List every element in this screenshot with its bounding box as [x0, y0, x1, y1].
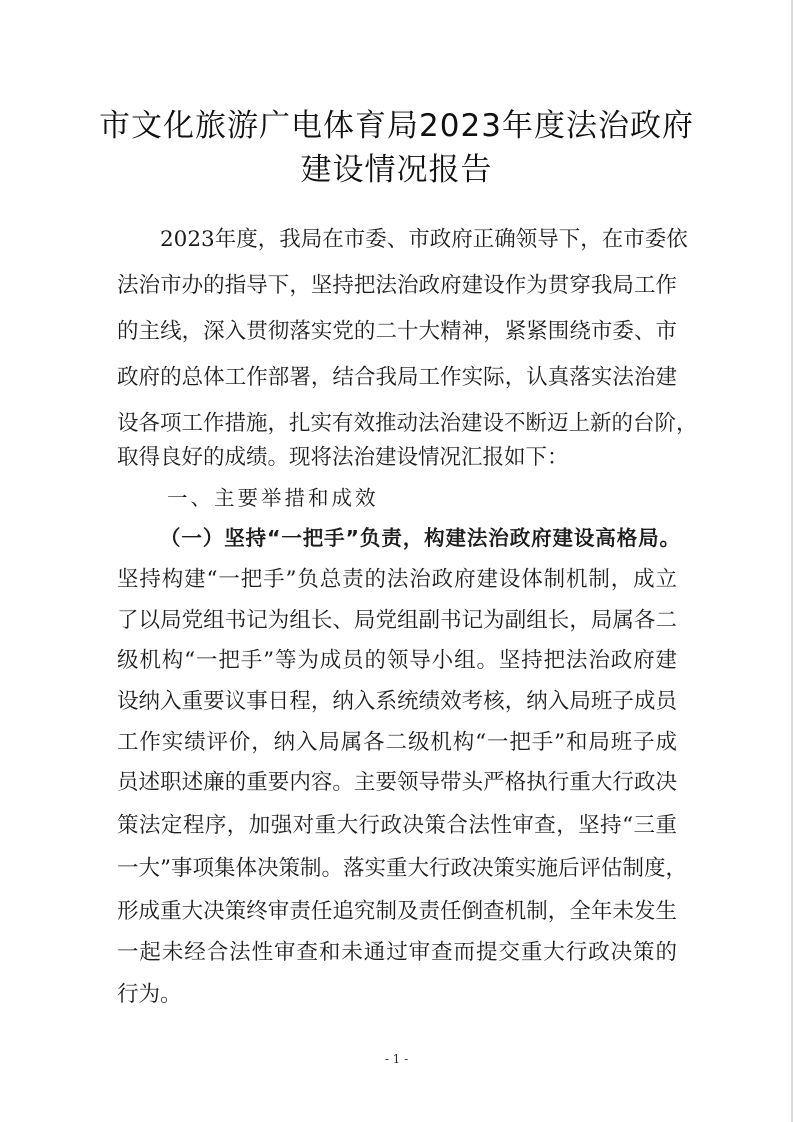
subsection1-heading: （一）坚持“一把手”负责，构建法治政府建设高格局。: [160, 526, 680, 550]
document-title-line1: 市文化旅游广电体育局2023年度法治政府: [99, 108, 694, 144]
paragraph2-line2: 坚持构建“一把手”负总责的法治政府建设体制机制，成立: [117, 567, 677, 592]
paragraph1-line2: 法治市办的指导下，坚持把法治政府建设作为贯穿我局工作: [117, 273, 677, 298]
paragraph2-line6: 工作实绩评价，纳入局属各二级机构“一把手”和局班子成: [117, 730, 677, 755]
page-number: - 1 -: [384, 1052, 409, 1066]
paragraph2-line5: 设纳入重要议事日程，纳入系统绩效考核，纳入局班子成员: [117, 689, 677, 714]
paragraph2-line11: 一起未经合法性审查和未通过审查而提交重大行政决策的: [117, 940, 677, 965]
paragraph2-line8: 策法定程序，加强对重大行政决策合法性审查，坚持“三重: [117, 813, 677, 838]
paragraph2-line12: 行为。: [117, 982, 182, 1007]
paragraph1-line3: 的主线，深入贯彻落实党的二十大精神，紧紧围绕市委、市: [117, 319, 677, 344]
document-title-line2: 建设情况报告: [300, 152, 493, 188]
paragraph2-line7: 员述职述廉的重要内容。主要领导带头严格执行重大行政决: [117, 770, 677, 795]
paragraph1-line6: 取得良好的成绩。现将法治建设情况汇报如下：: [117, 445, 569, 470]
paragraph1-line1: 2023年度，我局在市委、市政府正确领导下，在市委依: [160, 227, 688, 252]
paragraph2-line3: 了以局党组书记为组长、局党组副书记为副组长，局属各二: [117, 608, 677, 633]
paragraph1-line5: 设各项工作措施，扎实有效推动法治建设不断迈上新的台阶，: [117, 411, 698, 436]
paragraph2-line4: 级机构“一把手”等为成员的领导小组。坚持把法治政府建: [117, 648, 677, 673]
section1-heading: 一、主要举措和成效: [167, 486, 379, 510]
paragraph1-line4: 政府的总体工作部署，结合我局工作实际，认真落实法治建: [117, 365, 677, 390]
paragraph2-line9: 一大”事项集体决策制。落实重大行政决策实施后评估制度，: [117, 856, 687, 881]
paragraph2-line10: 形成重大决策终审责任追究制及责任倒查机制，全年未发生: [117, 899, 677, 924]
